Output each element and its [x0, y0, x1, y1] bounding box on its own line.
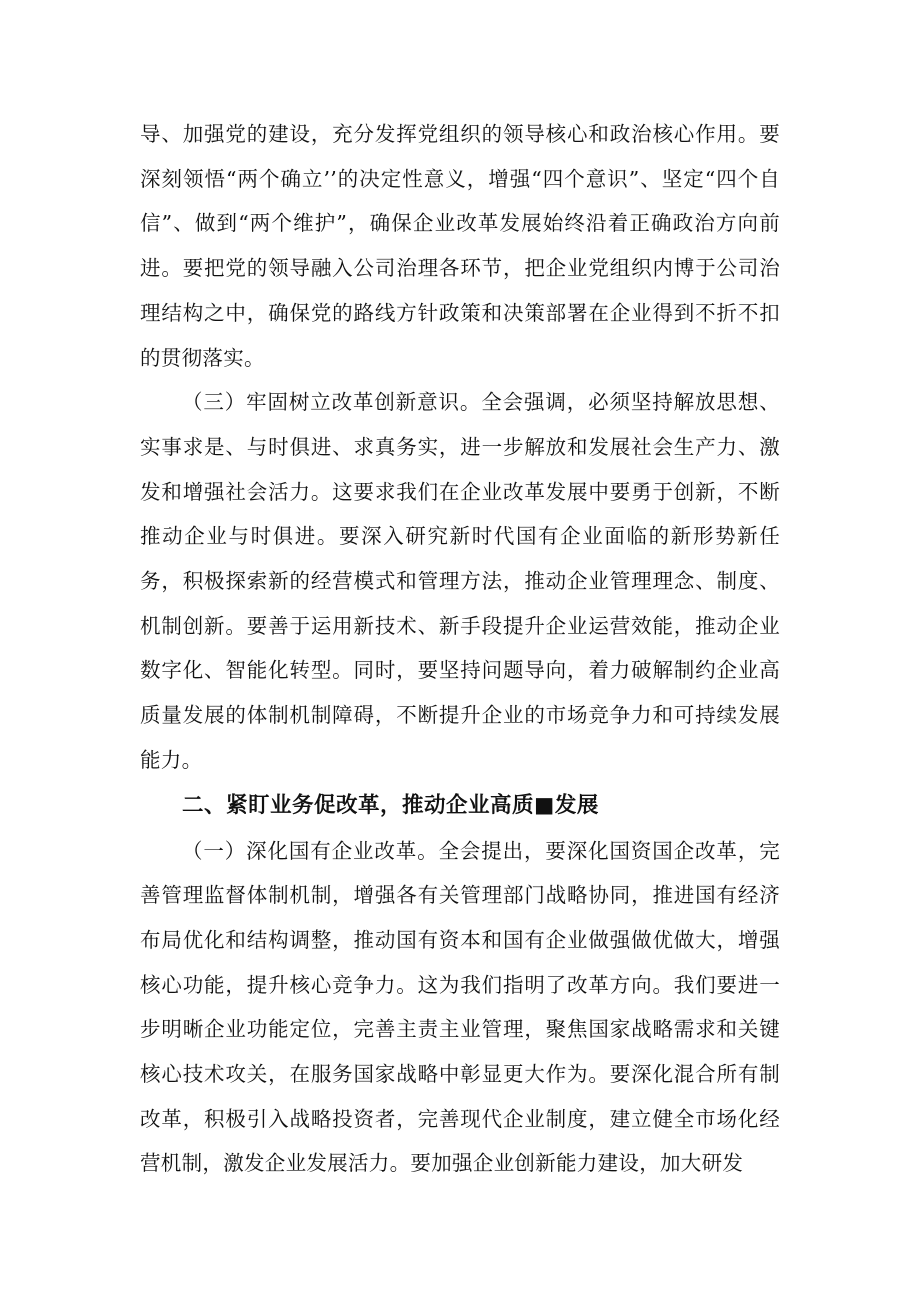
- paragraph-reform-innovation: （三）牢固树立改革创新意识。全会强调，必须坚持解放思想、实事求是、与时俱进、求真务实，进一步解放和发展社会生产力、激发和增强社会活力。这要求我们在企业改革发展中要勇于创新，不断推动企业与时俱进。要深入研究新时代国有企业面临的新形势新任务，积极探索新的经营模式和管理方法，推动企业管理理念、制度、机制创新。要善于运用新技术、新手段提升企业运营效能，推动企业数字化、智能化转型。同时，要坚持问题导向，着力破解制约企业高质量发展的体制机制障碍，不断提升企业的市场竞争力和可持续发展能力。: [140, 390, 780, 772]
- paragraph-soe-reform: （一）深化国有企业改革。全会提出，要深化国资国企改革，完善管理监督体制机制，增强各有关管理部门战略协同，推进国有经济布局优化和结构调整，推动国有资本和国有企业做强做优做大，增强核心功能，提升核心竞争力。这为我们指明了改革方向。我们要进一步明晰企业功能定位，完善主责主业管理，聚焦国家战略需求和关键核心技术攻关，在服务国家战略中彰显更大作为。要深化混合所有制改革，积极引入战略投资者，完善现代企业制度，建立健全市场化经营机制，激发企业发展活力。要加强企业创新能力建设，加大研发: [140, 838, 780, 1176]
- section-heading: 二、紧盯业务促改革，推动企业高质■发展: [182, 792, 599, 818]
- document-body: [140, 112, 780, 1186]
- paragraph-party-leadership: 导、加强党的建设，充分发挥党组织的领导核心和政治核心作用。要深刻领悟“两个确立’’的决定性意义，增强“四个意识”、坚定“四个自信”、做到“两个维护”，确保企业改革发展始终沿着正确政治方向前进。要把党的领导融入公司治理各环节，把企业党组织内博于公司治理结构之中，确保党的路线方针政策和决策部署在企业得到不折不扣的贯彻落实。: [140, 122, 780, 370]
